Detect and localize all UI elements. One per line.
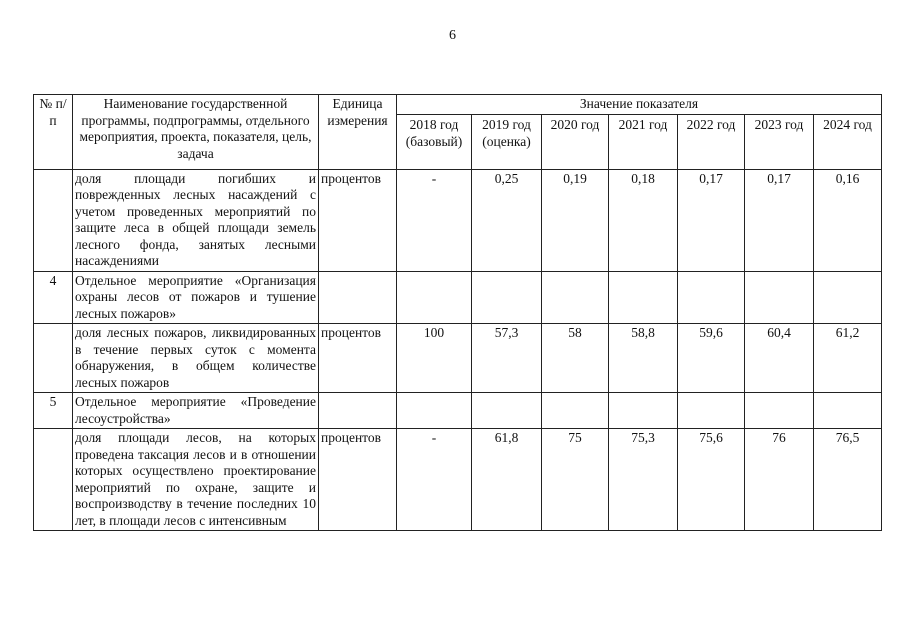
- value-2020: [542, 393, 609, 429]
- value-2022: 0,17: [678, 169, 745, 271]
- row-name: доля лесных пожаров, ликвидированных в течение первых суток с момента обнаружения, в общем количестве лесных пожаров: [73, 324, 319, 393]
- col-header-number: № п/п: [34, 95, 73, 170]
- row-number: 4: [34, 271, 73, 324]
- row-number: [34, 169, 73, 271]
- value-2021: 0,18: [609, 169, 678, 271]
- row-unit: [319, 271, 397, 324]
- value-2024: [814, 271, 882, 324]
- header-row-1: [34, 95, 882, 115]
- table-row: [34, 429, 882, 531]
- value-2018: [397, 393, 472, 429]
- row-unit: процентов: [319, 324, 397, 393]
- indicators-table: [33, 94, 882, 531]
- value-2022: [678, 271, 745, 324]
- value-2023: 76: [745, 429, 814, 531]
- value-2019: 61,8: [472, 429, 542, 531]
- col-header-year-2018: 2018 год (базовый): [397, 114, 472, 169]
- value-2022: [678, 393, 745, 429]
- row-unit: процентов: [319, 169, 397, 271]
- row-number: [34, 324, 73, 393]
- row-name: Отдельное мероприятие «Проведение лесоустройства»: [73, 393, 319, 429]
- value-2024: 61,2: [814, 324, 882, 393]
- value-2018: [397, 271, 472, 324]
- col-header-year-2024: 2024 год: [814, 114, 882, 169]
- row-name: доля площади погибших и поврежденных лесных насаждений с учетом проведенных мероприятий по защите леса в общей площади земель лесного фонда, занятых лесными насаждениями: [73, 169, 319, 271]
- value-2021: [609, 393, 678, 429]
- value-2021: 58,8: [609, 324, 678, 393]
- col-header-year-2019: 2019 год (оценка): [472, 114, 542, 169]
- value-2020: [542, 271, 609, 324]
- row-name: Отдельное мероприятие «Организация охраны лесов от пожаров и тушение лесных пожаров»: [73, 271, 319, 324]
- value-2020: 75: [542, 429, 609, 531]
- row-unit: [319, 393, 397, 429]
- value-2021: 75,3: [609, 429, 678, 531]
- value-2019: [472, 271, 542, 324]
- value-2019: 0,25: [472, 169, 542, 271]
- col-header-year-2022: 2022 год: [678, 114, 745, 169]
- value-2023: [745, 271, 814, 324]
- value-2020: 58: [542, 324, 609, 393]
- value-2024: 0,16: [814, 169, 882, 271]
- value-2024: [814, 393, 882, 429]
- value-2019: [472, 393, 542, 429]
- col-header-name: Наименование государственной программы, подпрограммы, отдельного мероприятия, проекта, показателя, цель, задача: [73, 95, 319, 170]
- page-number: 6: [449, 28, 456, 43]
- col-header-unit: Единица измерения: [319, 95, 397, 170]
- table-row: [34, 169, 882, 271]
- table-row: [34, 393, 882, 429]
- row-number: 5: [34, 393, 73, 429]
- col-header-year-2020: 2020 год: [542, 114, 609, 169]
- value-2022: 75,6: [678, 429, 745, 531]
- table-row: [34, 324, 882, 393]
- value-2021: [609, 271, 678, 324]
- value-2023: 60,4: [745, 324, 814, 393]
- value-2023: [745, 393, 814, 429]
- col-header-values: Значение показателя: [397, 95, 882, 115]
- table-row: [34, 271, 882, 324]
- value-2019: 57,3: [472, 324, 542, 393]
- row-name: доля площади лесов, на которых проведена таксация лесов и в отношении которых осуществлено проектирование мероприятий по охране, защите и воспроизводству в течение последних 10 лет, в площади лесов с интенсивным: [73, 429, 319, 531]
- value-2022: 59,6: [678, 324, 745, 393]
- value-2024: 76,5: [814, 429, 882, 531]
- value-2018: -: [397, 429, 472, 531]
- col-header-year-2023: 2023 год: [745, 114, 814, 169]
- value-2020: 0,19: [542, 169, 609, 271]
- row-unit: процентов: [319, 429, 397, 531]
- col-header-year-2021: 2021 год: [609, 114, 678, 169]
- value-2018: 100: [397, 324, 472, 393]
- value-2018: -: [397, 169, 472, 271]
- row-number: [34, 429, 73, 531]
- value-2023: 0,17: [745, 169, 814, 271]
